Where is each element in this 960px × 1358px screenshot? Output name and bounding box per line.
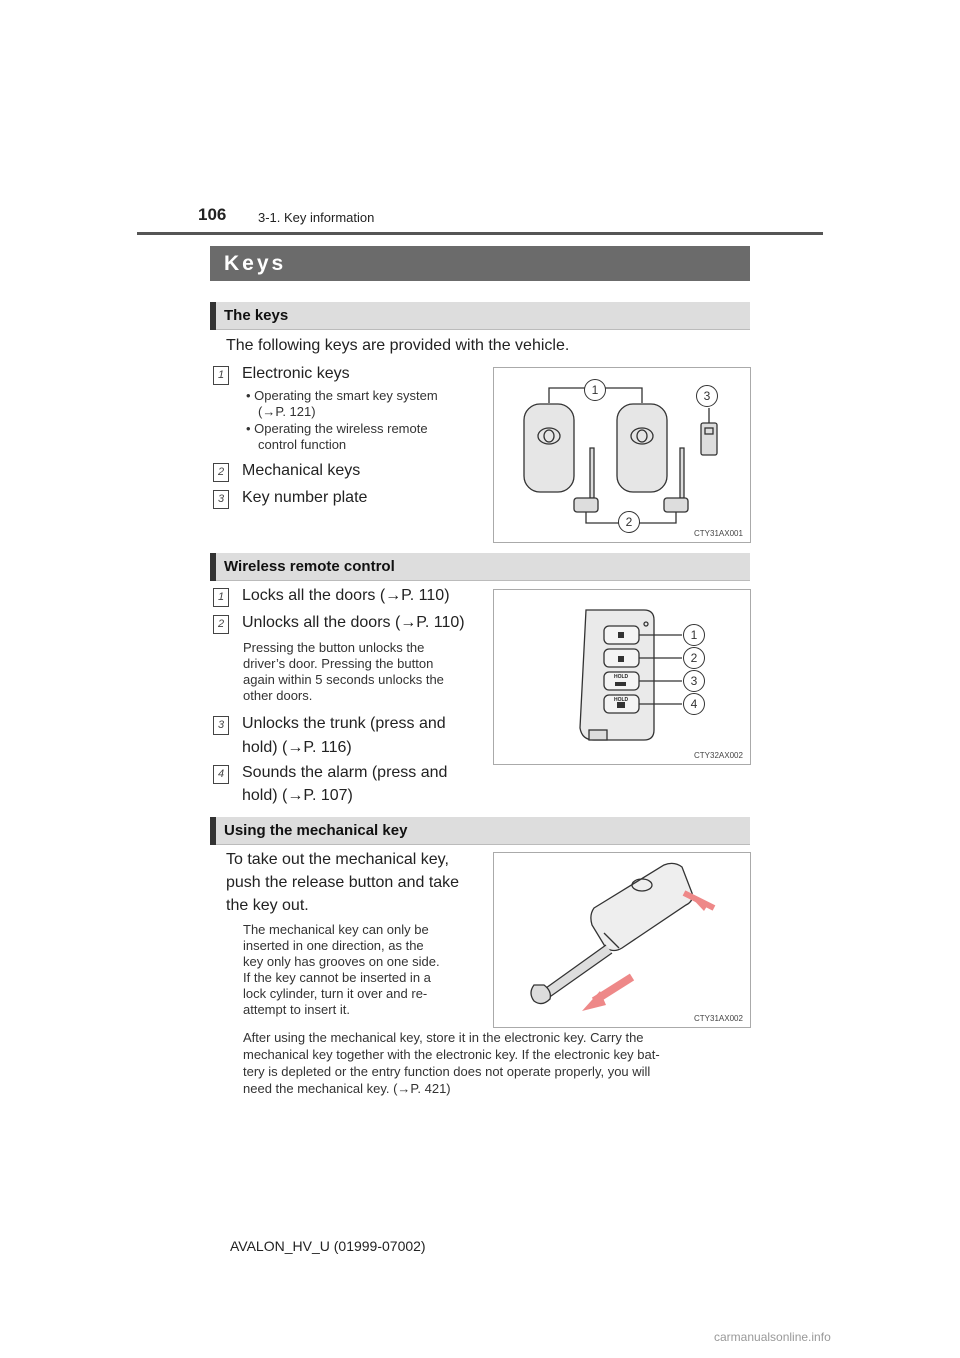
- bullet-line: (→P. 121): [258, 404, 316, 419]
- remote-item-alarm-ref: hold) (→P. 107): [242, 787, 353, 804]
- hold-label: HOLD: [614, 697, 629, 703]
- header-rule: [137, 232, 823, 235]
- keys-figure: [493, 367, 751, 543]
- remote-item-trunk: Unlocks the trunk (press and: [242, 715, 446, 732]
- page-title: Keys: [224, 252, 287, 275]
- mech-note-line: inserted in one direction, as the: [243, 938, 424, 953]
- remote-item-alarm: Sounds the alarm (press and: [242, 764, 448, 781]
- mech-key-figure: [493, 852, 751, 1028]
- figure-code: CTY32AX002: [694, 751, 743, 760]
- mech-after-line: mechanical key together with the electronic key. If the electronic key bat-: [243, 1047, 660, 1062]
- remote-note-line: driver’s door. Pressing the button: [243, 656, 434, 671]
- mech-note-line: key only has grooves on one side.: [243, 954, 440, 969]
- mech-note-line: If the key cannot be inserted in a: [243, 970, 431, 985]
- mech-note-line: lock cylinder, turn it over and re-: [243, 986, 428, 1001]
- keys-item-electronic: Electronic keys: [242, 365, 350, 382]
- figure-callout: 3: [696, 385, 718, 407]
- mech-heading: Using the mechanical key: [224, 822, 408, 839]
- figure-callout: 3: [683, 670, 705, 692]
- keys-heading-bar: [210, 302, 750, 330]
- heading-marker: [210, 817, 216, 845]
- keys-item-plate: Key number plate: [242, 489, 368, 506]
- bullet-line: • Operating the wireless remote: [246, 421, 428, 436]
- keys-heading: The keys: [224, 307, 289, 324]
- item-number: 4: [213, 765, 229, 784]
- mech-heading-bar: [210, 817, 750, 845]
- document-code: AVALON_HV_U (01999-07002): [230, 1238, 426, 1254]
- bullet-line: • Operating the smart key system: [246, 388, 438, 403]
- remote-note-line: other doors.: [243, 688, 313, 703]
- item-number: 1: [213, 588, 229, 607]
- remote-figure: [493, 589, 751, 765]
- remote-note-line: Pressing the button unlocks the: [243, 640, 425, 655]
- bullet-line: control function: [258, 437, 347, 452]
- mech-after-line: After using the mechanical key, store it in the electronic key. Carry the: [243, 1030, 644, 1045]
- heading-marker: [210, 553, 216, 581]
- title-bar: [210, 246, 750, 281]
- remote-heading: Wireless remote control: [224, 558, 395, 575]
- item-number: 3: [213, 716, 229, 735]
- mech-after-line: need the mechanical key. (→P. 421): [243, 1081, 451, 1096]
- mech-intro-line: the key out.: [226, 897, 309, 914]
- heading-marker: [210, 302, 216, 330]
- remote-item-unlock: Unlocks all the doors (→P. 110): [242, 614, 465, 631]
- mech-intro-line: To take out the mechanical key,: [226, 851, 449, 868]
- mech-key-illustration: [494, 853, 750, 1027]
- remote-heading-bar: [210, 553, 750, 581]
- hold-label: HOLD: [614, 674, 629, 680]
- keys-intro: The following keys are provided with the vehicle.: [226, 337, 570, 354]
- figure-code: CTY31AX002: [694, 1014, 743, 1023]
- keys-item-mechanical: Mechanical keys: [242, 462, 361, 479]
- figure-callout: 1: [584, 379, 606, 401]
- remote-item-trunk-ref: hold) (→P. 116): [242, 739, 352, 756]
- item-number: 1: [213, 366, 229, 385]
- mech-intro-line: push the release button and take: [226, 874, 460, 891]
- remote-item-lock: Locks all the doors (→P. 110): [242, 587, 450, 604]
- remote-note-line: again within 5 seconds unlocks the: [243, 672, 444, 687]
- watermark: carmanualsonline.info: [714, 1330, 831, 1344]
- mech-after-line: tery is depleted or the entry function does not operate properly, you will: [243, 1064, 651, 1079]
- mech-note-line: The mechanical key can only be: [243, 922, 429, 937]
- figure-callout: 2: [618, 511, 640, 533]
- section-title: 3-1. Key information: [258, 210, 375, 225]
- figure-callout: 2: [683, 647, 705, 669]
- item-number: 3: [213, 490, 229, 509]
- figure-callout: 4: [683, 693, 705, 715]
- figure-code: CTY31AX001: [694, 529, 743, 538]
- page-number: 106: [198, 205, 227, 224]
- figure-callout: 1: [683, 624, 705, 646]
- item-number: 2: [213, 615, 229, 634]
- item-number: 2: [213, 463, 229, 482]
- mech-note-line: attempt to insert it.: [243, 1002, 350, 1017]
